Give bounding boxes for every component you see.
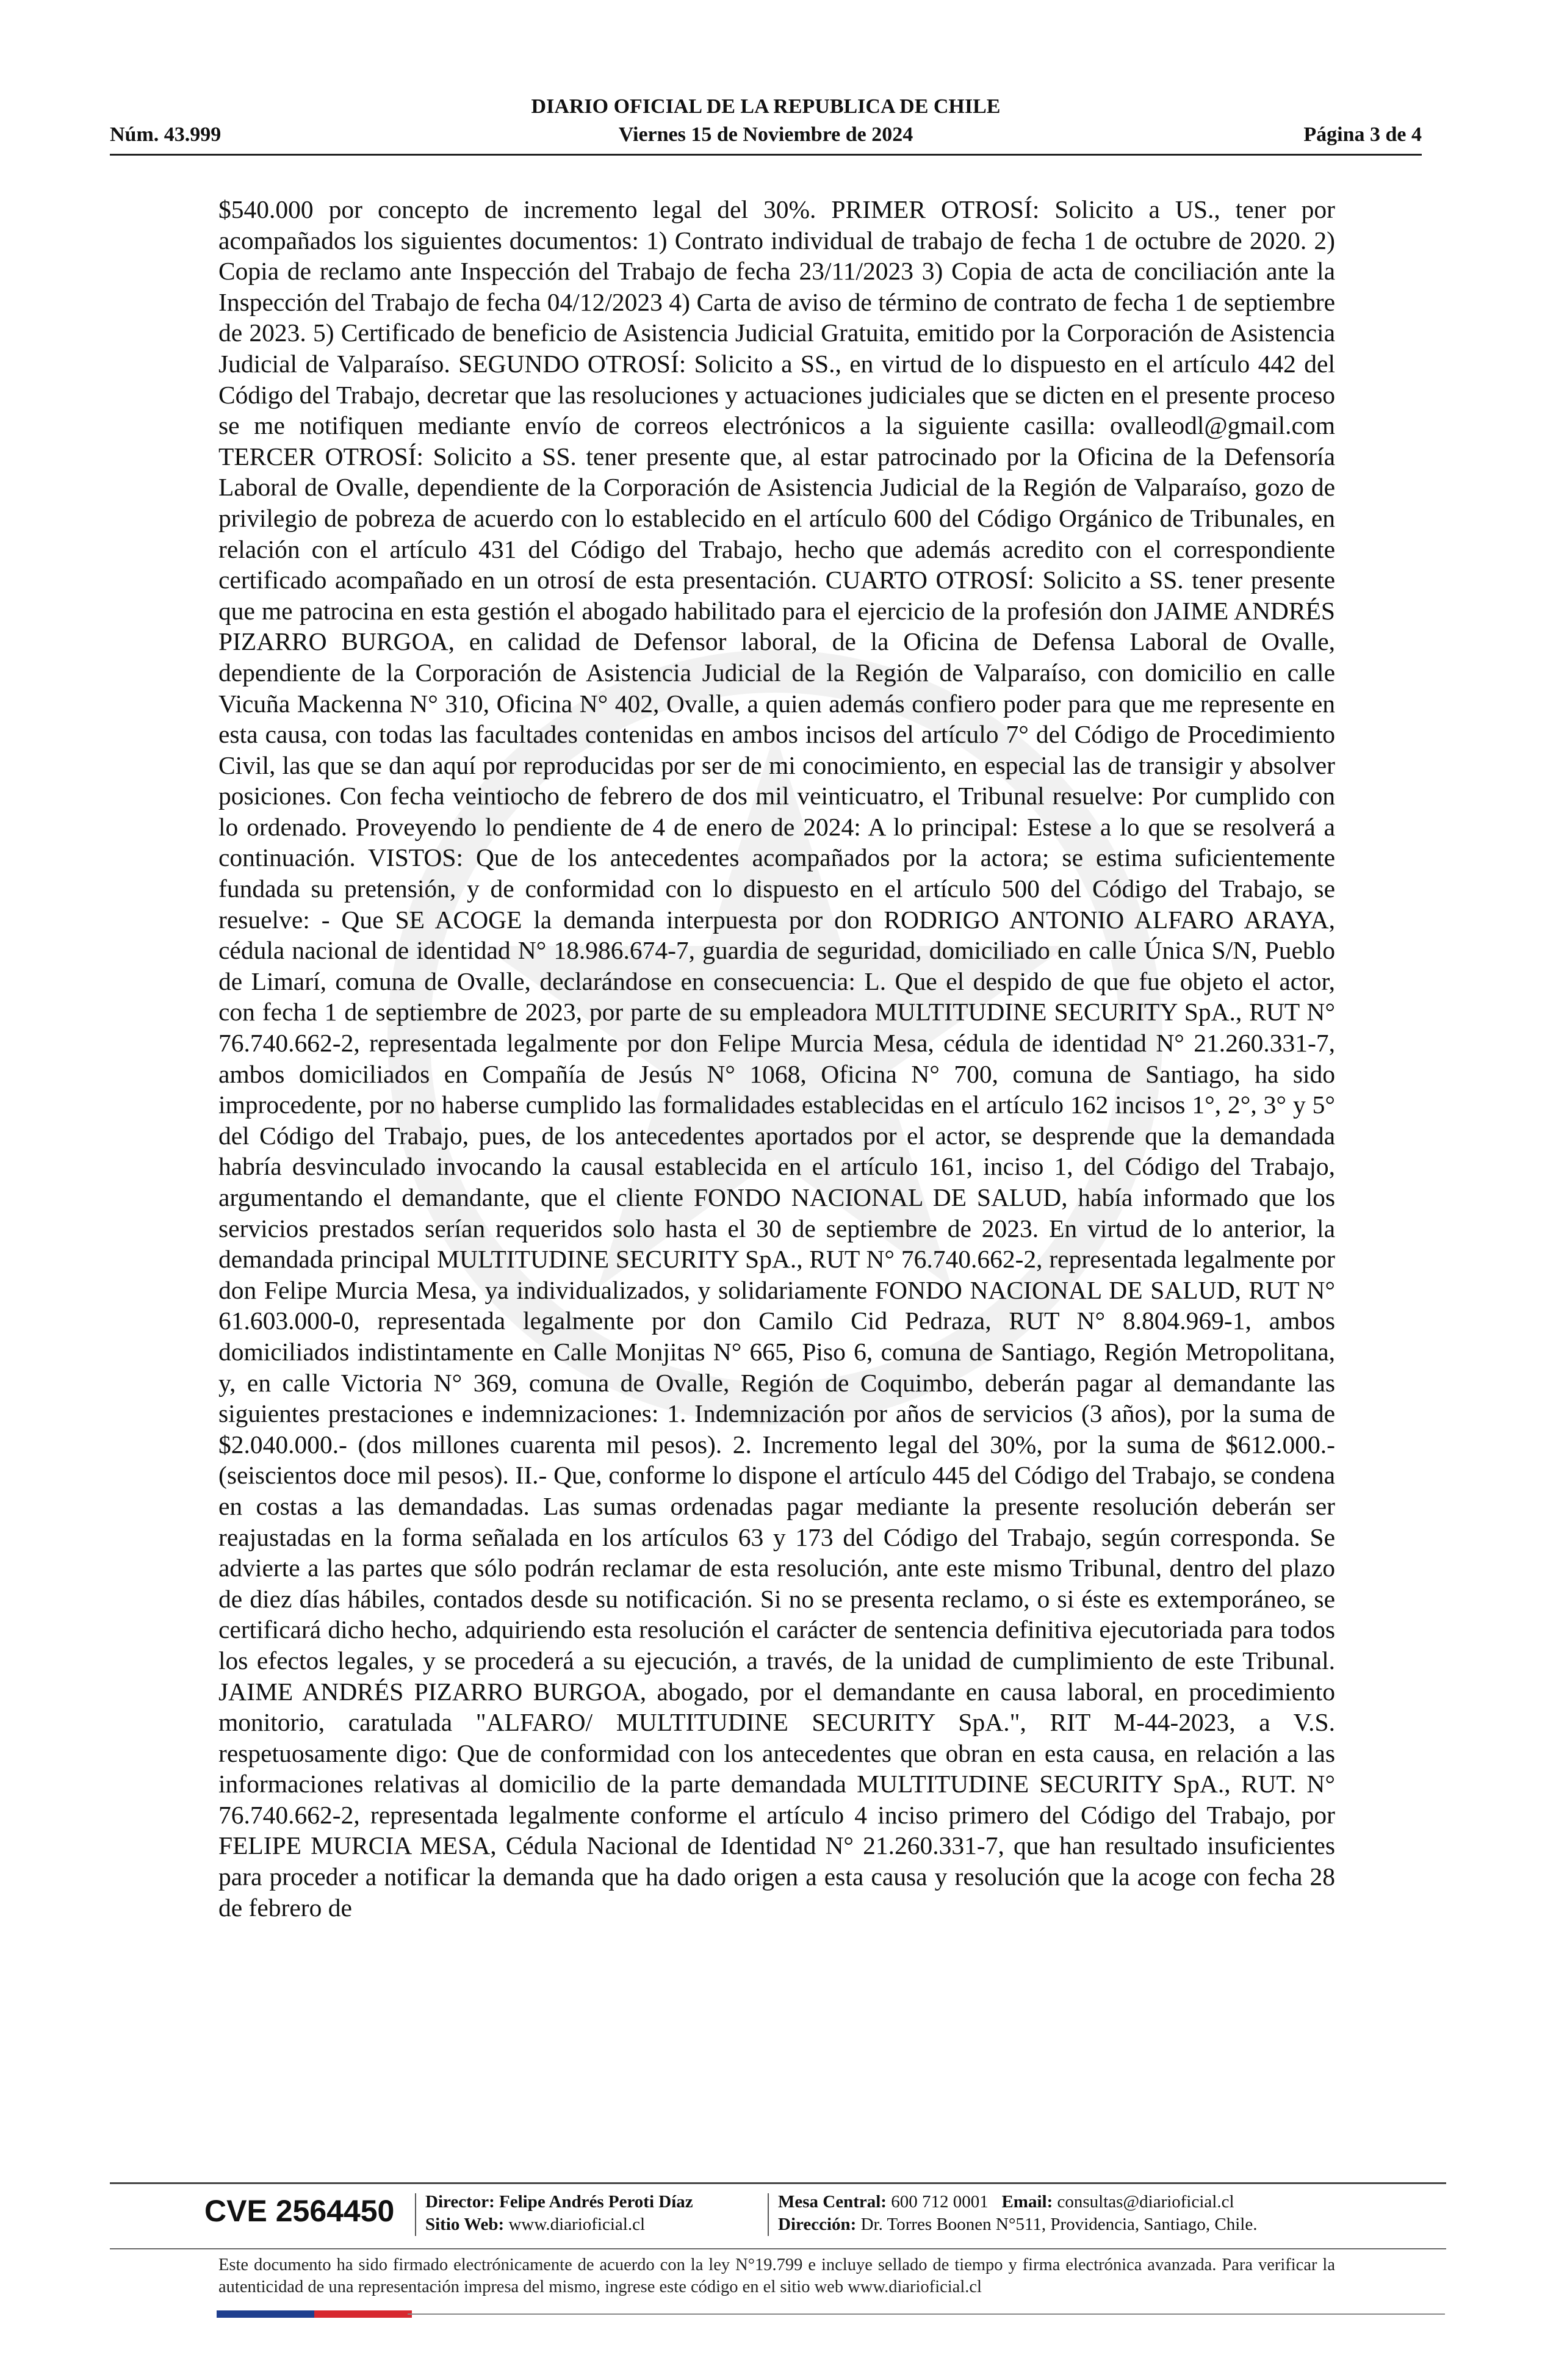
footer-contact-block: [778, 2191, 1257, 2236]
cve-code: CVE 2564450: [204, 2194, 395, 2228]
footer-rule-secondary: [110, 2248, 1446, 2249]
site-link[interactable]: www.diarioficial.cl: [508, 2215, 646, 2234]
mesa-phone: 600 712 0001: [891, 2192, 989, 2212]
address-value: Dr. Torres Boonen N°511, Providencia, Santiago, Chile.: [860, 2215, 1258, 2234]
issue-date: Viernes 15 de Noviembre de 2024: [618, 123, 913, 146]
address-label: Dirección:: [778, 2215, 857, 2234]
footer-director-block: [425, 2191, 693, 2236]
bottom-rule: [408, 2313, 1445, 2315]
publication-title: DIARIO OFICIAL DE LA REPUBLICA DE CHILE: [531, 95, 1001, 118]
mesa-label: Mesa Central:: [778, 2192, 887, 2212]
director-label: Director:: [425, 2192, 495, 2212]
email-link[interactable]: consultas@diarioficial.cl: [1057, 2192, 1234, 2212]
footer-divider: [768, 2193, 769, 2236]
header-block: [110, 93, 1422, 160]
email-label: Email:: [1001, 2192, 1053, 2212]
footer-divider: [415, 2193, 416, 2236]
page-indicator: Página 3 de 4: [1303, 123, 1422, 146]
director-name: Felipe Andrés Peroti Díaz: [499, 2192, 693, 2212]
footer-rule: [110, 2182, 1446, 2184]
site-label: Sitio Web:: [425, 2215, 505, 2234]
header-rule: [110, 154, 1422, 156]
header-center: [110, 93, 1422, 121]
issue-number: Núm. 43.999: [110, 123, 222, 146]
flag-red-segment: [314, 2310, 412, 2318]
body-paragraph: $540.000 por concepto de incremento legal del 30%. PRIMER OTROSÍ: Solicito a US., tener por acompañados los siguientes documentos: 1) Contrato individual de trabajo de fecha 1 de octubre de 2020. 2) Copia de reclamo ante Inspección del Trabajo de fecha 23/11/2023 3) Copia de acta de conciliación ante la Inspección del Trabajo de fecha 04/12/2023 4) Carta de aviso de término de contrato de fecha 1 de septiembre de 2023. 5) Certificado de beneficio de Asistencia Judicial Gratuita, emitido por la Corporación de Asistencia Judicial de Valparaíso. SEGUNDO OTROSÍ: Solicito a SS., en virtud de lo dispuesto en el artículo 442 del Código del Trabajo, decretar que las resoluciones y actuaciones judiciales que se dicten en el presente proceso se me notifiquen mediante envío de correos electrónicos a la siguiente casilla: ovalleodl@gmail.com TERCER OTROSÍ: Solicito a SS. tener presente que, al estar patrocinado por la Oficina de la Defensoría Laboral de Ovalle, dependiente de la Corporación de Asistencia Judicial de la Región de Valparaíso, gozo de privilegio de pobreza de acuerdo con lo establecido en el artículo 600 del Código Orgánico de Tribunales, en relación con el artículo 431 del Código del Trabajo, hecho que además acredito con el correspondiente certificado acompañado en un otrosí de esta presentación. CUARTO OTROSÍ: Solicito a SS. tener presente que me patrocina en esta gestión el abogado habilitado para el ejercicio de la profesión don JAIME ANDRÉS PIZARRO BURGOA, en calidad de Defensor laboral, de la Oficina de Defensa Laboral de Ovalle, dependiente de la Corporación de Asistencia Judicial de la Región de Valparaíso, con domicilio en calle Vicuña Mackenna N° 310, Oficina N° 402, Ovalle, a quien además confiero poder para que me represente en esta causa, con todas las facultades contenidas en ambos incisos del artículo 7° del Código de Procedimiento Civil, las que se dan aquí por reproducidas por ser de mi conocimiento, en especial las de transigir y absolver posiciones. Con fecha veintiocho de febrero de dos mil veinticuatro, el Tribunal resuelve: Por cumplido con lo ordenado. Proveyendo lo pendiente de 4 de enero de 2024: A lo principal: Estese a lo que se resolverá a continuación. VISTOS: Que de los antecedentes acompañados por la actora; se estima suficientemente fundada su pretensión, y de conformidad con lo dispuesto en el artículo 500 del Código del Trabajo, se resuelve: - Que SE ACOGE la demanda interpuesta por don RODRIGO ANTONIO ALFARO ARAYA, cédula nacional de identidad N° 18.986.674-7, guardia de seguridad, domiciliado en calle Única S/N, Pueblo de Limarí, comuna de Ovalle, declarándose en consecuencia: L. Que el despido de que fue objeto el actor, con fecha 1 de septiembre de 2023, por parte de su empleadora MULTITUDINE SECURITY SpA., RUT N° 76.740.662-2, representada legalmente por don Felipe Murcia Mesa, cédula de identidad N° 21.260.331-7, ambos domiciliados en Compañía de Jesús N° 1068, Oficina N° 700, comuna de Santiago, ha sido improcedente, por no haberse cumplido las formalidades establecidas en el artículo 162 incisos 1°, 2°, 3° y 5° del Código del Trabajo, pues, de los antecedentes aportados por el actor, se desprende que la demandada habría desvinculado invocando la causal establecida en el artículo 161, inciso 1, del Código del Trabajo, argumentando el demandante, que el cliente FONDO NACIONAL DE SALUD, había informado que los servicios prestados serían requeridos solo hasta el 30 de septiembre de 2023. En virtud de lo anterior, la demandada principal MULTITUDINE SECURITY SpA., RUT N° 76.740.662-2, representada legalmente por don Felipe Murcia Mesa, ya individualizados, y solidariamente FONDO NACIONAL DE SALUD, RUT N° 61.603.000-0, representada legalmente por don Camilo Cid Pedraza, RUT N° 8.804.969-1, ambos domiciliados indistintamente en Calle Monjitas N° 665, Piso 6, comuna de Santiago, Región Metropolitana, y, en calle Victoria N° 369, comuna de Ovalle, Región de Coquimbo, deberán pagar al demandante las siguientes prestaciones e indemnizaciones: 1. Indemnización por años de servicios (3 años), por la suma de $2.040.000.- (dos millones cuarenta mil pesos). 2. Incremento legal del 30%, por la suma de $612.000.- (seiscientos doce mil pesos). II.- Que, conforme lo dispone el artículo 445 del Código del Trabajo, se condena en costas a las demandadas. Las sumas ordenadas pagar mediante la presente resolución deberán ser reajustadas en la forma señalada en los artículos 63 y 173 del Código del Trabajo, según corresponda. Se advierte a las partes que sólo podrán reclamar de esta resolución, ante este mismo Tribunal, dentro del plazo de diez días hábiles, contados desde su notificación. Si no se presenta reclamo, o si éste es extemporáneo, se certificará dicho hecho, adquiriendo esta resolución el carácter de sentencia definitiva ejecutoriada para todos los efectos legales, y se procederá a su ejecución, a través, de la unidad de cumplimiento de este Tribunal. JAIME ANDRÉS PIZARRO BURGOA, abogado, por el demandante en causa laboral, en procedimiento monitorio, caratulada "ALFARO/ MULTITUDINE SECURITY SpA.", RIT M-44-2023, a V.S. respetuosamente digo: Que de conformidad con los antecedentes que obran en esta causa, en relación a las informaciones relativas al domicilio de la parte demandada MULTITUDINE SECURITY SpA., RUT. N° 76.740.662-2, representada legalmente conforme el artículo 4 inciso primero del Código del Trabajo, por FELIPE MURCIA MESA, Cédula Nacional de Identidad N° 21.260.331-7, que han resultado insuficientes para proceder a notificar la demanda que ha dado origen a esta causa y resolución que la acoge con fecha 28 de febrero de: [218, 195, 1335, 1922]
legal-notice: Este documento ha sido firmado electrónicamente de acuerdo con la ley N°19.799 e incluye sellado de tiempo y firma electrónica avanzada. Para verificar la autenticidad de una representación impresa del mismo, ingrese este código en el sitio web www.diarioficial.cl: [218, 2256, 1335, 2296]
flag-blue-segment: [217, 2310, 314, 2318]
